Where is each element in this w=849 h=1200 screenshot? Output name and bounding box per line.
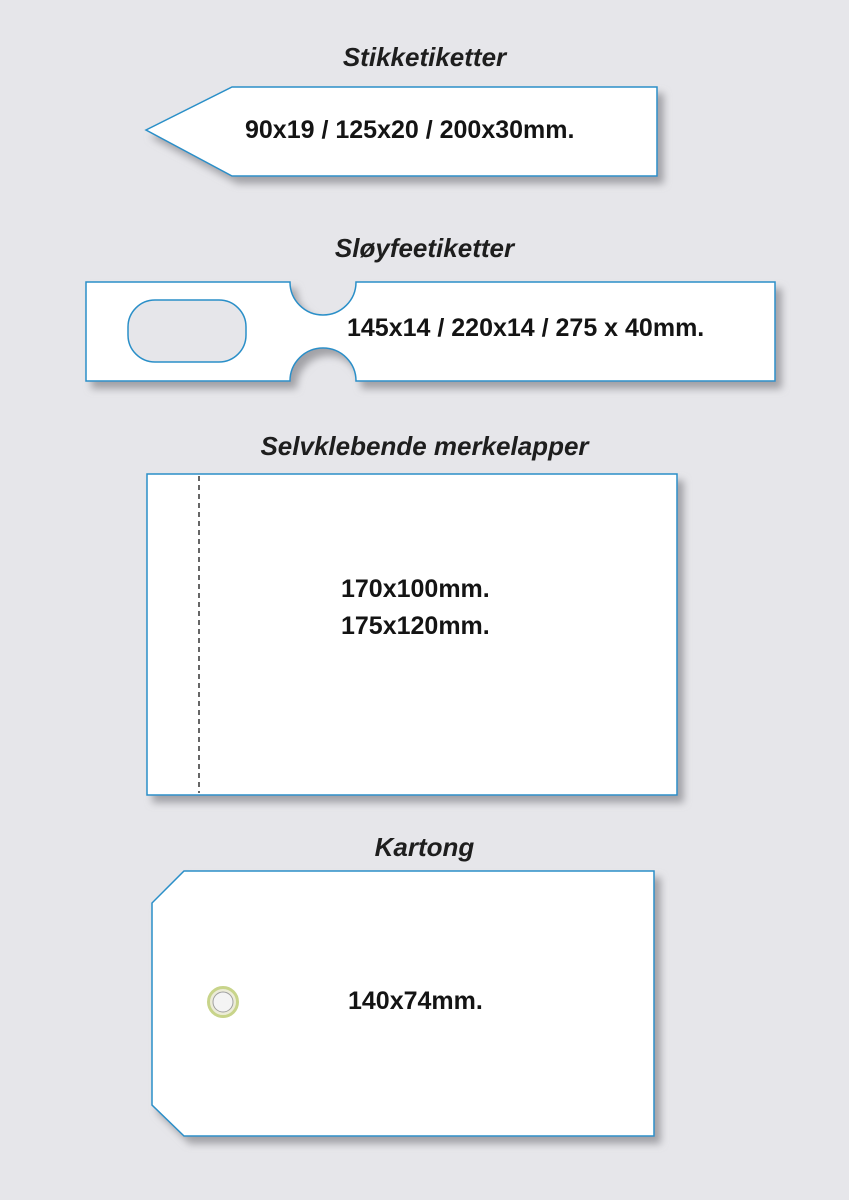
stake-label-sizes: 90x19 / 125x20 / 200x30mm.: [245, 116, 575, 144]
sticker-label-size-1: 170x100mm.: [341, 575, 490, 603]
section-title-sloyfeetiketter: Sløyfeetiketter: [334, 233, 515, 263]
sticker-label-size-2: 175x120mm.: [341, 612, 490, 640]
loop-label-slot: [128, 300, 246, 362]
section-title-selvklebende: Selvklebende merkelapper: [260, 431, 589, 461]
cardboard-tag-size: 140x74mm.: [348, 987, 483, 1015]
section-title-stikketiketter: Stikketiketter: [342, 42, 507, 72]
loop-label-sizes: 145x14 / 220x14 / 275 x 40mm.: [347, 314, 705, 342]
section-title-kartong: Kartong: [374, 832, 475, 862]
cardboard-tag-hole: [213, 992, 233, 1012]
